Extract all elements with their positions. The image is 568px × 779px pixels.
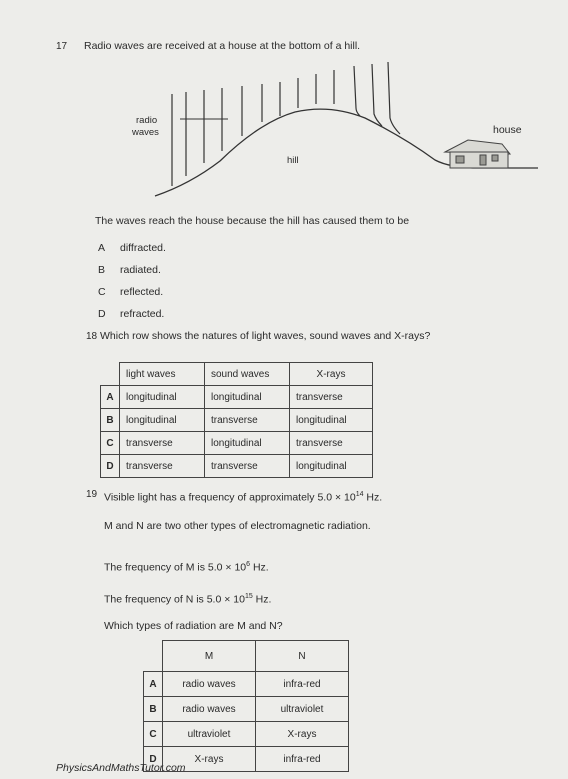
q18-row-a[interactable]: A longitudinal longitudinal transverse (101, 386, 373, 409)
radio-waves-label-2: waves (132, 127, 159, 138)
question-19-line1: Visible light has a frequency of approximately $5.0 \times 10^{14}$ Hz. (104, 491, 383, 504)
hill-label: hill (287, 155, 299, 166)
house-label: house (493, 124, 522, 136)
question-18-stem: Which row shows the natures of light waves, sound waves and X-rays? (100, 330, 431, 342)
q18-row-d[interactable]: D transverse transverse longitudinal (101, 455, 373, 478)
q19-row-a[interactable]: A radio waves infra-red (144, 672, 349, 697)
q19-row-c[interactable]: C ultraviolet X-rays (144, 722, 349, 747)
radio-waves-label-1: radio (136, 115, 158, 126)
question-19-line3: The frequency of M is $5.0 \times 10^6$ Hz. (104, 561, 269, 574)
radio-wave-lines (172, 62, 400, 186)
footer-watermark: PhysicsAndMathsTutor.com (56, 762, 186, 774)
q19-corner-cell (144, 641, 163, 672)
q17-option-b[interactable]: B radiated. (98, 264, 161, 276)
q19-answer-table (143, 640, 349, 772)
q19-header-m: M (163, 641, 256, 672)
hill-radio-waves-diagram (150, 56, 550, 206)
q19-row-b[interactable]: B radio waves ultraviolet (144, 697, 349, 722)
q19-header-row (144, 641, 349, 672)
q18-answer-table (100, 362, 373, 478)
question-18-number: 18 (86, 331, 98, 342)
question-17-number: 17 (56, 41, 68, 52)
question-19-line4: The frequency of N is $5.0 \times 10^{15}$ Hz. (104, 593, 272, 606)
q18-header-xrays: X-rays (290, 363, 373, 386)
q18-header-light: light waves (120, 363, 205, 386)
question-19-number: 19 (86, 489, 98, 500)
q18-row-c[interactable]: C transverse longitudinal transverse (101, 432, 373, 455)
q18-header-sound: sound waves (205, 363, 290, 386)
q18-corner-cell (101, 363, 120, 386)
question-19-line5: Which types of radiation are M and N? (104, 620, 283, 632)
q17-option-d[interactable]: D refracted. (98, 308, 165, 320)
q19-row-d[interactable]: D X-rays infra-red (144, 747, 349, 772)
q19-header-n: N (256, 641, 349, 672)
q17-option-c[interactable]: C reflected. (98, 286, 164, 298)
house-icon (445, 140, 510, 168)
q18-header-row (101, 363, 373, 386)
question-17-lead: The waves reach the house because the hill has caused them to be (95, 215, 410, 227)
q17-option-a[interactable]: A diffracted. (98, 242, 166, 254)
question-19-line2: M and N are two other types of electromagnetic radiation. (104, 520, 371, 532)
question-17-stem: Radio waves are received at a house at the bottom of a hill. (84, 40, 361, 52)
q18-row-b[interactable]: B longitudinal transverse longitudinal (101, 409, 373, 432)
